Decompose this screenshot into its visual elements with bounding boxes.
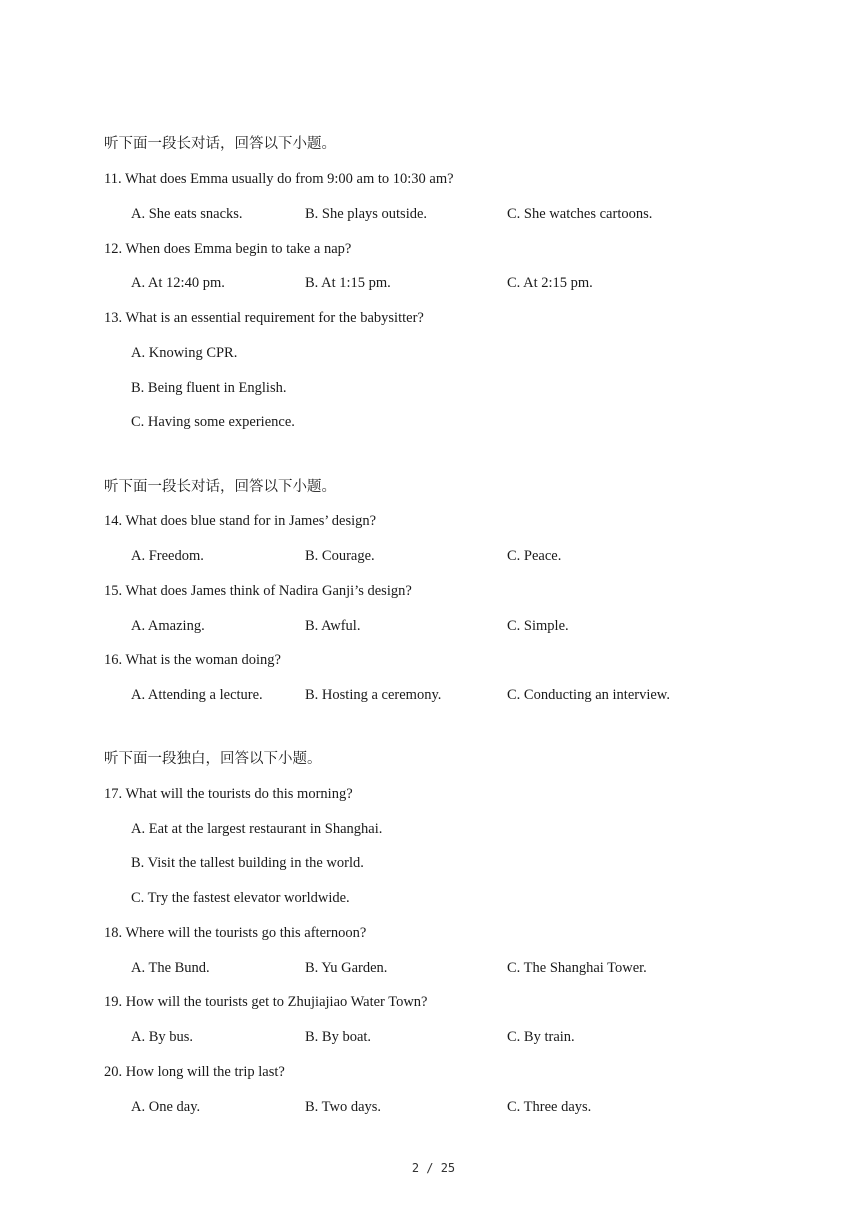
option-15c: C. Simple. [507,618,569,634]
option-13a: A. Knowing CPR. [131,345,238,361]
option-18c: C. The Shanghai Tower. [507,960,647,976]
option-11a: A. She eats snacks. [131,206,243,222]
option-19b: B. By boat. [305,1029,372,1045]
option-12a: A. At 12:40 pm. [131,275,225,291]
option-12c: C. At 2:15 pm. [507,275,593,291]
option-20c: C. Three days. [507,1099,592,1115]
option-17c: C. Try the fastest elevator worldwide. [131,890,350,906]
question-11: 11. What does Emma usually do from 9:00 am to 10:30 am? [104,171,454,187]
option-19c: C. By train. [507,1029,575,1045]
option-18b: B. Yu Garden. [305,960,388,976]
option-16b: B. Hosting a ceremony. [305,687,442,703]
option-15b: B. Awful. [305,618,361,634]
option-14b: B. Courage. [305,548,375,564]
option-17b: B. Visit the tallest building in the world. [131,855,364,871]
option-18a: A. The Bund. [131,960,210,976]
option-20b: B. Two days. [305,1099,382,1115]
option-17a: A. Eat at the largest restaurant in Shanghai. [131,821,383,837]
option-14a: A. Freedom. [131,548,204,564]
option-13b: B. Being fluent in English. [131,380,287,396]
option-14c: C. Peace. [507,548,562,564]
option-11b: B. She plays outside. [305,206,428,222]
question-15: 15. What does James think of Nadira Ganji’s design? [104,583,412,599]
question-20: 20. How long will the trip last? [104,1064,285,1080]
section-instruction: 听下面一段长对话，回答以下小题。 [104,479,336,495]
option-16a: A. Attending a lecture. [131,687,263,703]
question-12: 12. When does Emma begin to take a nap? [104,241,352,257]
question-17: 17. What will the tourists do this morning? [104,786,353,802]
option-12b: B. At 1:15 pm. [305,275,391,291]
question-14: 14. What does blue stand for in James’ design? [104,513,377,529]
option-13c: C. Having some experience. [131,414,295,430]
question-13: 13. What is an essential requirement for the babysitter? [104,310,424,326]
question-16: 16. What is the woman doing? [104,652,281,668]
page-number: 2 / 25 [411,1161,456,1175]
option-15a: A. Amazing. [131,618,205,634]
section-instruction: 听下面一段长对话，回答以下小题。 [104,136,336,152]
option-19a: A. By bus. [131,1029,194,1045]
option-20a: A. One day. [131,1099,201,1115]
question-19: 19. How will the tourists get to Zhujiajiao Water Town? [104,994,428,1010]
option-16c: C. Conducting an interview. [507,687,670,703]
question-18: 18. Where will the tourists go this afternoon? [104,925,367,941]
option-11c: C. She watches cartoons. [507,206,653,222]
section-instruction: 听下面一段独白，回答以下小题。 [104,751,322,767]
